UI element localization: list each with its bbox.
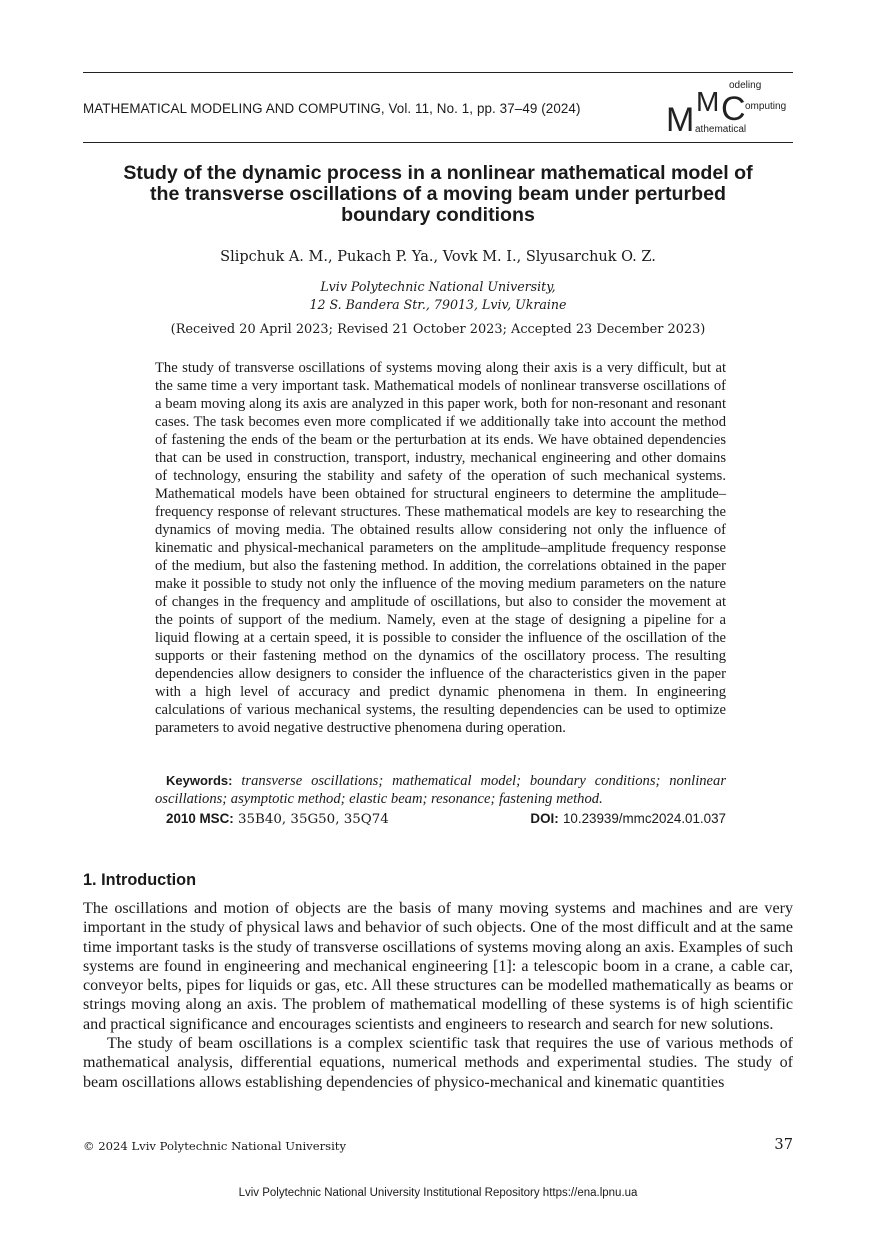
msc-codes bbox=[166, 811, 389, 827]
title-line: the transverse oscillations of a moving beam under perturbed bbox=[150, 183, 726, 205]
article-title bbox=[83, 163, 793, 226]
header-top-rule bbox=[83, 72, 793, 73]
logo-word-odeling: odeling bbox=[729, 80, 762, 91]
msc-value: 35B40, 35G50, 35Q74 bbox=[238, 812, 389, 827]
logo-letter-m-large: M bbox=[666, 101, 695, 139]
logo-letter-m-small: M bbox=[696, 86, 720, 117]
page-number: 37 bbox=[774, 1136, 793, 1153]
abstract: The study of transverse oscillations of systems moving along their axis is a very difficult, but at the same time a very important task. Mathematical models of nonlinear transverse oscillations of a beam moving along its axis are analyzed in this paper work, both for non-resonant and resonant cases. The task becomes even more complicated if we additionally take into account the method of fastening the ends of the beam or the perturbation at its ends. We have obtained dependencies that can be used in construction, transport, industry, mechanical engineering and other domains of technology, ensuring the stability and safety of the operation of such mechanical systems. Mathematical models have been obtained for structural engineers to determine the amplitude–frequency response of relevant structures. These mathematical models are key to researching the dynamics of moving media. The obtained results allow considering not only the influence of kinematic and physical-mechanical parameters on the amplitude–amplitude frequency response of the medium, but also the fastening method. In addition, the correlations obtained in the paper make it possible to study not only the influence of the moving medium parameters on the nature of changes in the frequency and amplitude of oscillations, but also to consider the movement at the points of support of the medium. Namely, even at the stage of designing a pipeline for a liquid flowing at a certain speed, it is possible to consider the influence of the oscillation of the supports or their fastening method on the dynamics of the oscillatory process. The resulting dependencies allow designers to consider the influence of the characteristics given in the paper with a high level of accuracy and predict dynamic phenomena in them. In engineering calculations of various mechanical systems, the resulting dependencies can be used to optimize parameters to avoid negative destructive phenomena during operation. bbox=[155, 360, 726, 736]
keywords-block bbox=[155, 772, 726, 808]
doi bbox=[530, 811, 726, 827]
affiliation bbox=[83, 278, 793, 314]
logo-word-omputing: omputing bbox=[745, 101, 787, 112]
msc-label: 2010 MSC: bbox=[166, 811, 234, 826]
affiliation-line-1: Lviv Polytechnic National University, bbox=[320, 279, 556, 294]
repository-footer[interactable]: Lviv Polytechnic National University Institutional Repository https://ena.lpnu.ua bbox=[238, 1187, 638, 1199]
title-line: Study of the dynamic process in a nonlinear mathematical model of bbox=[123, 162, 753, 184]
copyright-notice: © 2024 Lviv Polytechnic National University bbox=[83, 1139, 347, 1153]
doi-label: DOI: bbox=[530, 811, 559, 826]
logo-word-athematical: athematical bbox=[695, 124, 747, 135]
header-bottom-rule bbox=[83, 142, 793, 143]
journal-header: MATHEMATICAL MODELING AND COMPUTING, Vol. 11, No. 1, pp. 37–49 (2024) bbox=[83, 101, 581, 116]
received-dates: (Received 20 April 2023; Revised 21 October 2023; Accepted 23 December 2023) bbox=[170, 322, 706, 337]
doi-link[interactable]: 10.23939/mmc2024.01.037 bbox=[562, 811, 726, 826]
affiliation-line-2: 12 S. Bandera Str., 79013, Lviv, Ukraine bbox=[309, 297, 567, 312]
keywords-label: Keywords: bbox=[166, 773, 233, 788]
title-line: boundary conditions bbox=[341, 204, 535, 226]
keywords-text: transverse oscillations; mathematical model; boundary conditions; nonlinear oscillations; asymptotic method; elastic beam; resonance; fastening method. bbox=[155, 773, 726, 807]
paragraph: The oscillations and motion of objects are the basis of many moving systems and machines and are very important in the study of physical laws and behavior of such objects. One of the most difficult and at the same time important tasks is the study of transverse oscillations of systems moving along an axis. Examples of such systems are found in engineering and mechanical engineering [1]: a telescopic boom in a crane, a cable car, conveyor belts, pipes for liquids or gas, etc. All these structures can be modelled mathematically as beams or strings moving along an axis. The problem of mathematical modelling of these systems is of high scientific and practical significance and encourages scientists and engineers to research and search for new solutions. bbox=[83, 900, 793, 1033]
introduction-body bbox=[83, 899, 793, 1092]
logo-letter-c: C bbox=[721, 90, 746, 128]
authors: Slipchuk A. M., Pukach P. Ya., Vovk M. I., Slyusarchuk O. Z. bbox=[220, 249, 656, 265]
paragraph: The study of beam oscillations is a complex scientific task that requires the use of various methods of mathematical analysis, differential equations, numerical methods and experimental studies. The study of beam oscillations allows establishing dependencies of physico-mechanical and kinematic quantities bbox=[83, 1035, 793, 1091]
journal-logo bbox=[666, 78, 796, 140]
section-heading-introduction: 1. Introduction bbox=[83, 871, 197, 889]
